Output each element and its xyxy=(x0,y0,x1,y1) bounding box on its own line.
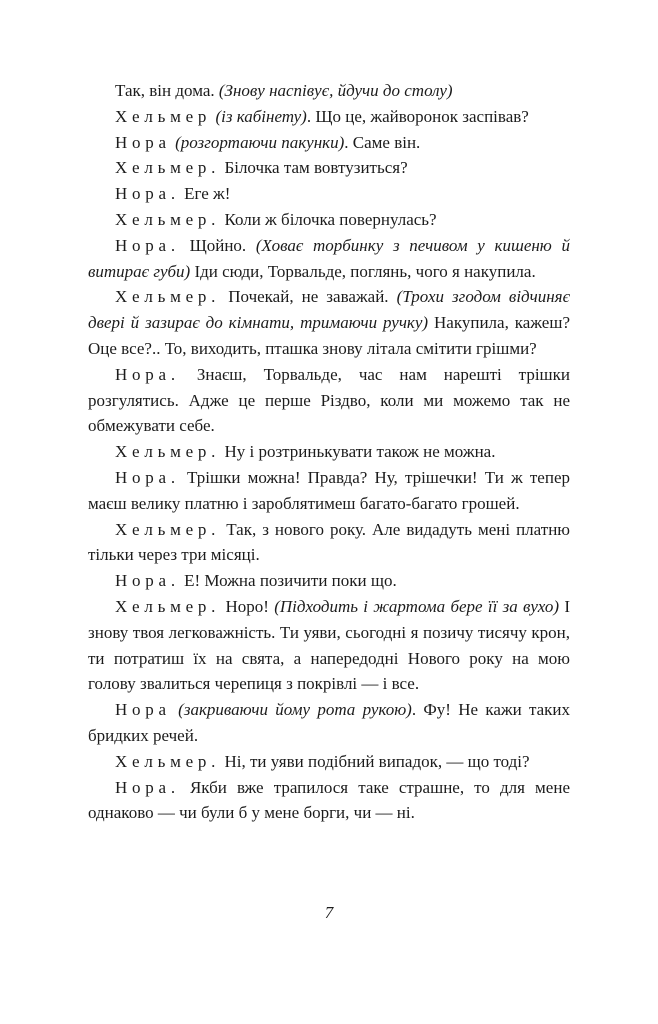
dialogue-text: Знаєш, Торвальде, час нам нарешті трішки розгулятись. Адже це перше Різдво, коли ми можемо так не обмежувати себе. xyxy=(88,364,570,436)
paragraph xyxy=(88,439,570,465)
stage-direction: (Ховає торбинку з печивом у кишеню й витирає губи) xyxy=(88,235,570,281)
speaker-name: Нора. xyxy=(115,235,180,255)
paragraph xyxy=(88,568,570,594)
dialogue-text: Накупила, кажеш? Оце все?.. То, виходить, пташка знову літала смітити грішми? xyxy=(88,313,570,358)
dialogue-text: Щойно. xyxy=(179,235,256,255)
paragraph xyxy=(88,207,570,233)
dialogue-text: . Саме він. xyxy=(344,132,421,152)
paragraph xyxy=(88,155,570,181)
paragraph xyxy=(88,130,570,156)
paragraph xyxy=(88,697,570,749)
speaker-name: Нора. xyxy=(115,777,180,797)
speaker-name: Нора. xyxy=(115,364,180,384)
stage-direction: (Знову наспівує, йдучи до столу) xyxy=(218,81,453,100)
paragraph xyxy=(88,104,570,130)
stage-direction: (Трохи згодом відчиняє двері й зазирає до кімнати, тримаючи ручку) xyxy=(88,287,570,333)
paragraph xyxy=(88,181,570,207)
speaker-name: Нора xyxy=(115,132,171,152)
dialogue-text: Ні, ти уяви подібний випадок, — що тоді? xyxy=(220,751,530,771)
dialogue-text: І знову твоя легковажність. Ти уяви, сьогодні я позичу тисячу крон, ти потратиш їх на свята, а напередодні Нового року на мою голову звалиться черепиця з покрівлі — і все. xyxy=(88,596,570,694)
paragraph xyxy=(88,517,570,569)
speaker-name: Хельмер xyxy=(115,106,212,126)
dialogue-text: Почекай, не заважай. xyxy=(220,287,397,307)
dialogue-text: Ну і розтринькувати також не можна. xyxy=(220,442,496,462)
dialogue-text: Норо! xyxy=(220,596,275,616)
dialogue-text: . Фу! Не кажи таких бридких речей. xyxy=(88,700,571,745)
speaker-name: Нора. xyxy=(115,467,180,487)
dialogue-text: Так, з нового року. Але видадуть мені платню тільки через три місяці. xyxy=(88,519,570,565)
paragraph xyxy=(88,284,570,361)
speaker-name: Хельмер. xyxy=(115,596,221,616)
paragraph xyxy=(88,233,570,285)
dialogue-text: Е! Можна позичити поки що. xyxy=(179,571,397,591)
paragraph xyxy=(88,362,570,439)
stage-direction: (із кабінету) xyxy=(215,106,307,126)
speaker-name: Хельмер. xyxy=(115,158,221,178)
speaker-name: Нора. xyxy=(115,184,180,204)
dialogue-text: Коли ж білочка повернулась? xyxy=(220,209,437,229)
dialogue-text: Трішки можна! Правда? Ну, трішечки! Ти ж тепер маєш велику платню і зароблятимеш багато-багато грошей. xyxy=(88,467,570,513)
speaker-name: Хельмер. xyxy=(115,287,221,307)
stage-direction: (закриваючи йому рота рукою) xyxy=(178,700,412,720)
stage-direction: (Підходить і жартома бере її за вухо) xyxy=(274,596,560,616)
speaker-name: Хельмер. xyxy=(115,442,221,462)
dialogue-text: Іди сюди, Торвальде, поглянь, чого я накупила. xyxy=(190,261,536,281)
speaker-name: Хельмер. xyxy=(115,519,221,539)
paragraph xyxy=(88,594,570,697)
paragraph xyxy=(88,465,570,517)
dialogue-text: Еге ж! xyxy=(179,184,231,204)
speaker-name: Нора. xyxy=(115,571,180,591)
speaker-name: Нора xyxy=(115,700,171,720)
dialogue-text: Якби вже трапилося таке страшне, то для мене однаково — чи були б у мене борги, чи — ні. xyxy=(88,777,570,823)
dialogue-text: . Що це, жайворонок заспівав? xyxy=(306,106,529,126)
dialogue-text: Так, він дома. xyxy=(115,81,219,100)
speaker-name: Хельмер. xyxy=(115,209,221,229)
page-number: 7 xyxy=(324,903,334,922)
paragraph xyxy=(88,78,570,104)
paragraph xyxy=(88,749,570,775)
stage-direction: (розгортаючи пакунки) xyxy=(175,132,345,152)
speaker-name: Хельмер. xyxy=(115,751,221,771)
page-text xyxy=(88,78,570,826)
dialogue-text: Білочка там вовтузиться? xyxy=(220,158,408,178)
paragraph xyxy=(88,775,570,827)
